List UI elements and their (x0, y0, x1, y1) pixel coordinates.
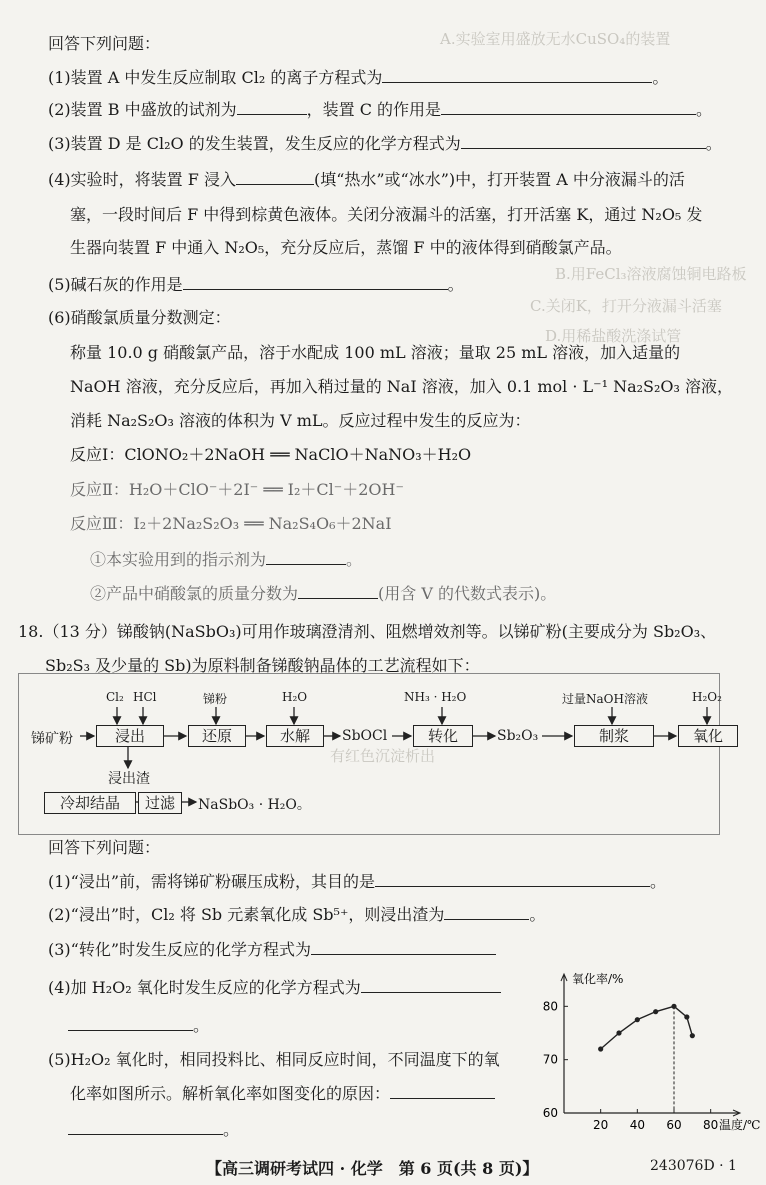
q17-6c: 消耗 Na₂S₂O₃ 溶液的体积为 V mL。反应过程中发生的反应为： (70, 411, 531, 430)
flow-step-convert: 转化 (413, 725, 473, 747)
q17-6: (6)硝酸氯质量分数测定： (48, 308, 231, 327)
data-point (653, 1009, 658, 1014)
q18-4: (4)加 H₂O₂ 氧化时发生反应的化学方程式为 (48, 978, 501, 998)
q18-intro-2: Sb₂S₃ 及少量的 Sb)为原料制备锑酸钠晶体的工艺流程如下： (45, 656, 480, 675)
q17-6a: 称量 10.0 g 硝酸氯产品，溶于水配成 100 mL 溶液；量取 25 mL 溶液，加入适量的 (70, 343, 681, 362)
q18-5-cont: 化率如图所示。解析氧化率如图变化的原因： (70, 1084, 495, 1104)
reagent-cl2: Cl₂ (106, 690, 124, 704)
y-tick-label: 60 (542, 1106, 558, 1120)
q17-3: (3)装置 D 是 Cl₂O 的发生装置，发生反应的化学方程式为 。 (48, 134, 722, 153)
data-point (684, 1014, 689, 1019)
flow-step-hydrolysis: 水解 (266, 725, 324, 747)
page-footer: 【高三调研考试四 · 化学 第 6 页(共 8 页)】 (206, 1159, 539, 1178)
q17-2: (2)装置 B 中盛放的试剂为 ，装置 C 的作用是 。 (48, 100, 713, 119)
x-tick-label: 40 (629, 1118, 645, 1132)
flow-step-leach: 浸出 (96, 725, 164, 747)
data-point (690, 1033, 695, 1038)
q17-6b: NaOH 溶液，充分反应后，再加入稍过量的 NaI 溶液，加入 0.1 mol · L⁻¹ Na₂S₂O₃ 溶液， (70, 377, 734, 396)
reagent-hcl: HCl (133, 690, 157, 704)
q17-5: (5)碱石灰的作用是 。 (48, 275, 464, 294)
flow-start: 锑矿粉 (31, 731, 73, 747)
x-tick-label: 60 (666, 1118, 682, 1132)
y-tick-label: 70 (542, 1052, 558, 1067)
q18-3: (3)“转化”时发生反应的化学方程式为 (48, 940, 496, 960)
q17-4-cont: 塞，一段时间后 F 中得到棕黄色液体。关闭分液漏斗的活塞，打开活塞 K，通过 N₂O₅ 发 (70, 205, 703, 224)
q17-1: (1)装置 A 中发生反应制取 Cl₂ 的离子方程式为 。 (48, 68, 669, 87)
q17-4: (4)实验时，将装置 F 浸入 (填“热水”或“冰水”)中，打开装置 A 中分液漏斗的活 (48, 170, 685, 189)
q17-6-1: ①本实验用到的指示剂为 。 (90, 550, 363, 569)
flow-product: NaSbO₃ · H₂O。 (198, 797, 311, 813)
flow-intermediate-sb2o3: Sb₂O₃ (497, 728, 539, 744)
flow-residue: 浸出渣 (108, 771, 150, 787)
q18-5-cont2: 。 (68, 1120, 239, 1140)
x-tick-label: 80 (703, 1118, 719, 1132)
x-axis-label: 温度/℃ (719, 1118, 761, 1132)
q18-intro: 18.（13 分）锑酸钠(NaSbO₃)可用作玻璃澄清剂、阻燃增效剂等。以锑矿粉(主要成分为 Sb₂O₃、 (18, 622, 717, 641)
paper-code: 243076D · 1 (650, 1158, 737, 1174)
series-line (601, 1006, 693, 1049)
bleed-text: D.用稀盐酸洗涤试管 (545, 327, 682, 345)
y-axis-label: 氧化率/% (572, 972, 624, 986)
q17-4-cont2: 生器向装置 F 中通入 N₂O₅，充分反应后，蒸馏 F 中的液体得到硝酸氯产品。 (70, 238, 622, 257)
flow-step-reduce: 还原 (188, 725, 246, 747)
bleed-text: C.关闭K，打开分液漏斗活塞 (530, 297, 722, 315)
reagent-water: H₂O (282, 690, 308, 704)
reaction-1: 反应Ⅰ：ClONO₂＋2NaOH ══ NaClO＋NaNO₃＋H₂O (70, 445, 472, 464)
q18-answer-following: 回答下列问题： (48, 838, 161, 857)
answer-following: 回答下列问题： (48, 34, 161, 53)
q18-1: (1)“浸出”前，需将锑矿粉碾压成粉，其目的是 。 (48, 872, 667, 891)
reaction-3: 反应Ⅲ：I₂＋2Na₂S₂O₃ ══ Na₂S₄O₆＋2NaI (70, 514, 392, 533)
data-point (671, 1004, 676, 1009)
flow-intermediate-sbocl: SbOCl (342, 728, 388, 744)
y-tick-label: 80 (542, 999, 558, 1014)
q17-6-2: ②产品中硝酸氯的质量分数为 (用含 V 的代数式表示)。 (90, 584, 557, 603)
reagent-sb-powder: 锑粉 (203, 692, 228, 706)
reagent-naoh: 过量NaOH溶液 (562, 692, 648, 706)
oxidation-rate-chart (530, 965, 766, 1145)
reaction-2: 反应Ⅱ：H₂O＋ClO⁻＋2I⁻ ══ I₂＋Cl⁻＋2OH⁻ (70, 480, 404, 499)
bleed-text: A.实验室用盛放无水CuSO₄的装置 (440, 30, 671, 48)
flow-step-filter: 过滤 (138, 792, 182, 814)
q18-2: (2)“浸出”时，Cl₂ 将 Sb 元素氧化成 Sb⁵⁺，则浸出渣为 。 (48, 905, 546, 924)
flow-step-crystallize: 冷却结晶 (44, 792, 136, 814)
q18-4-cont: 。 (68, 1016, 209, 1036)
bleed-text: 有红色沉淀析出 (330, 747, 436, 765)
data-point (635, 1017, 640, 1022)
bleed-text: B.用FeCl₃溶液腐蚀铜电路板 (555, 265, 747, 283)
q18-5: (5)H₂O₂ 氧化时，相同投料比、相同反应时间，不同温度下的氧 (48, 1050, 500, 1069)
flow-step-oxidize: 氧化 (678, 725, 738, 747)
flow-step-slurry: 制浆 (574, 725, 654, 747)
reagent-h2o2: H₂O₂ (692, 690, 722, 704)
data-point (598, 1046, 603, 1051)
reagent-ammonia: NH₃ · H₂O (404, 690, 467, 704)
x-tick-label: 20 (593, 1118, 609, 1132)
data-point (616, 1030, 621, 1035)
